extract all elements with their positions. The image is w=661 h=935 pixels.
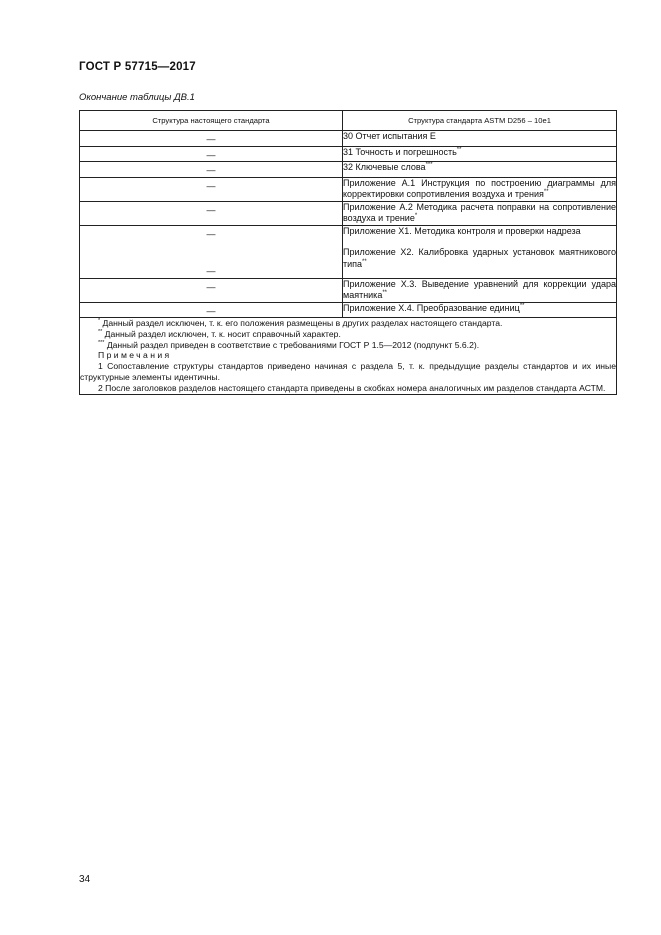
table-cell-current bbox=[80, 225, 343, 278]
footnote-marker: ** bbox=[98, 328, 103, 335]
table-row bbox=[80, 146, 617, 162]
table-cell-current bbox=[80, 177, 343, 201]
footnote-marker: * bbox=[414, 213, 418, 219]
dash-placeholder: — bbox=[206, 228, 216, 239]
astm-section-text: Приложение Х.3. Выведение уравнений для коррекции удара маятника** bbox=[343, 278, 616, 300]
table-cell-astm bbox=[343, 225, 617, 278]
dash-placeholder: — bbox=[206, 180, 216, 191]
page-number: 34 bbox=[79, 874, 91, 885]
footnote-marker: ** bbox=[362, 258, 367, 265]
astm-section-text: Приложение Х2. Калибровка ударных установок маятникового типа** bbox=[343, 247, 616, 269]
table-header-row bbox=[80, 111, 617, 131]
footnote-marker: * bbox=[98, 318, 101, 325]
footnote-marker: ** bbox=[519, 302, 525, 309]
dash-placeholder: — bbox=[206, 266, 216, 276]
footnote-2: ** Данный раздел исключен, т. к. носит справочный характер. bbox=[98, 328, 341, 339]
astm-section-text: Приложение Х.4. Преобразование единиц** bbox=[343, 302, 525, 313]
comparison-table-container bbox=[79, 110, 616, 395]
note-2: 2 После заголовков разделов настоящего стандарта приведены в скобках номера аналогичных им разделов стандарта АСТМ. bbox=[98, 382, 606, 393]
table-cell-current bbox=[80, 162, 343, 178]
comparison-table bbox=[79, 110, 617, 395]
astm-section-text: Приложение А.1 Инструкция по построению диаграммы для корректировки сопротивления воздуха и трения** bbox=[343, 177, 616, 199]
dash-placeholder: — bbox=[206, 305, 216, 316]
table-cell-current bbox=[80, 278, 343, 302]
table-row bbox=[80, 225, 617, 278]
table-cell-astm bbox=[343, 278, 617, 302]
astm-section-text: Приложение Х1. Методика контроля и проверки надреза bbox=[343, 225, 581, 236]
table-row bbox=[80, 177, 617, 201]
footnote-marker: ** bbox=[543, 189, 549, 195]
document-code: ГОСТ Р 57715—2017 bbox=[79, 61, 196, 73]
astm-section-text: 30 Отчет испытания Е bbox=[343, 131, 436, 141]
dash-placeholder: — bbox=[206, 134, 216, 144]
astm-section-text: 32 Ключевые слова*** bbox=[343, 162, 433, 172]
footnote-marker: *** bbox=[98, 339, 105, 346]
astm-section-text: 31 Точность и погрешность** bbox=[343, 146, 462, 157]
footnote-marker: *** bbox=[425, 162, 433, 168]
table-cell-current bbox=[80, 201, 343, 225]
table-row bbox=[80, 131, 617, 147]
table-caption: Окончание таблицы ДВ.1 bbox=[79, 92, 195, 103]
table-notes-cell bbox=[80, 318, 617, 395]
table-cell-astm bbox=[343, 201, 617, 225]
footnote-3: *** Данный раздел приведен в соответствие с требованиями ГОСТ Р 1.5—2012 (подпункт 5.6.2). bbox=[98, 339, 480, 350]
table-cell-astm bbox=[343, 302, 617, 318]
table-cell-current bbox=[80, 302, 343, 318]
table-cell-astm bbox=[343, 146, 617, 162]
dash-placeholder: — bbox=[206, 149, 216, 160]
table-cell-current bbox=[80, 131, 343, 147]
table-row bbox=[80, 302, 617, 318]
footnote-1: * Данный раздел исключен, т. к. его положения размещены в других разделах настоящего стандарта. bbox=[98, 318, 503, 328]
table-cell-astm bbox=[343, 177, 617, 201]
note-1: 1 Сопоставление структуры стандартов приведено начиная с раздела 5, т. к. предыдущие разделы стандартов и их иные структурные элементы идентичны. bbox=[80, 361, 616, 382]
table-cell-astm bbox=[343, 162, 617, 178]
dash-placeholder: — bbox=[206, 281, 216, 292]
notes-title: Примечания bbox=[98, 350, 172, 361]
dash-placeholder: — bbox=[206, 165, 216, 175]
astm-section-text: Приложение А.2 Методика расчета поправки на сопротивление воздуха и трение* bbox=[343, 201, 616, 223]
table-cell-current bbox=[80, 146, 343, 162]
table-row bbox=[80, 278, 617, 302]
footnote-marker: ** bbox=[382, 290, 387, 296]
dash-placeholder: — bbox=[206, 204, 216, 215]
column-header-astm-standard: Структура стандарта ASTM D256 – 10e1 bbox=[343, 111, 617, 131]
table-cell-astm bbox=[343, 131, 617, 147]
footnote-marker: ** bbox=[456, 146, 462, 153]
table-notes-row bbox=[80, 318, 617, 395]
table-row bbox=[80, 162, 617, 178]
table-row bbox=[80, 201, 617, 225]
column-header-current-standard: Структура настоящего стандарта bbox=[80, 111, 343, 131]
